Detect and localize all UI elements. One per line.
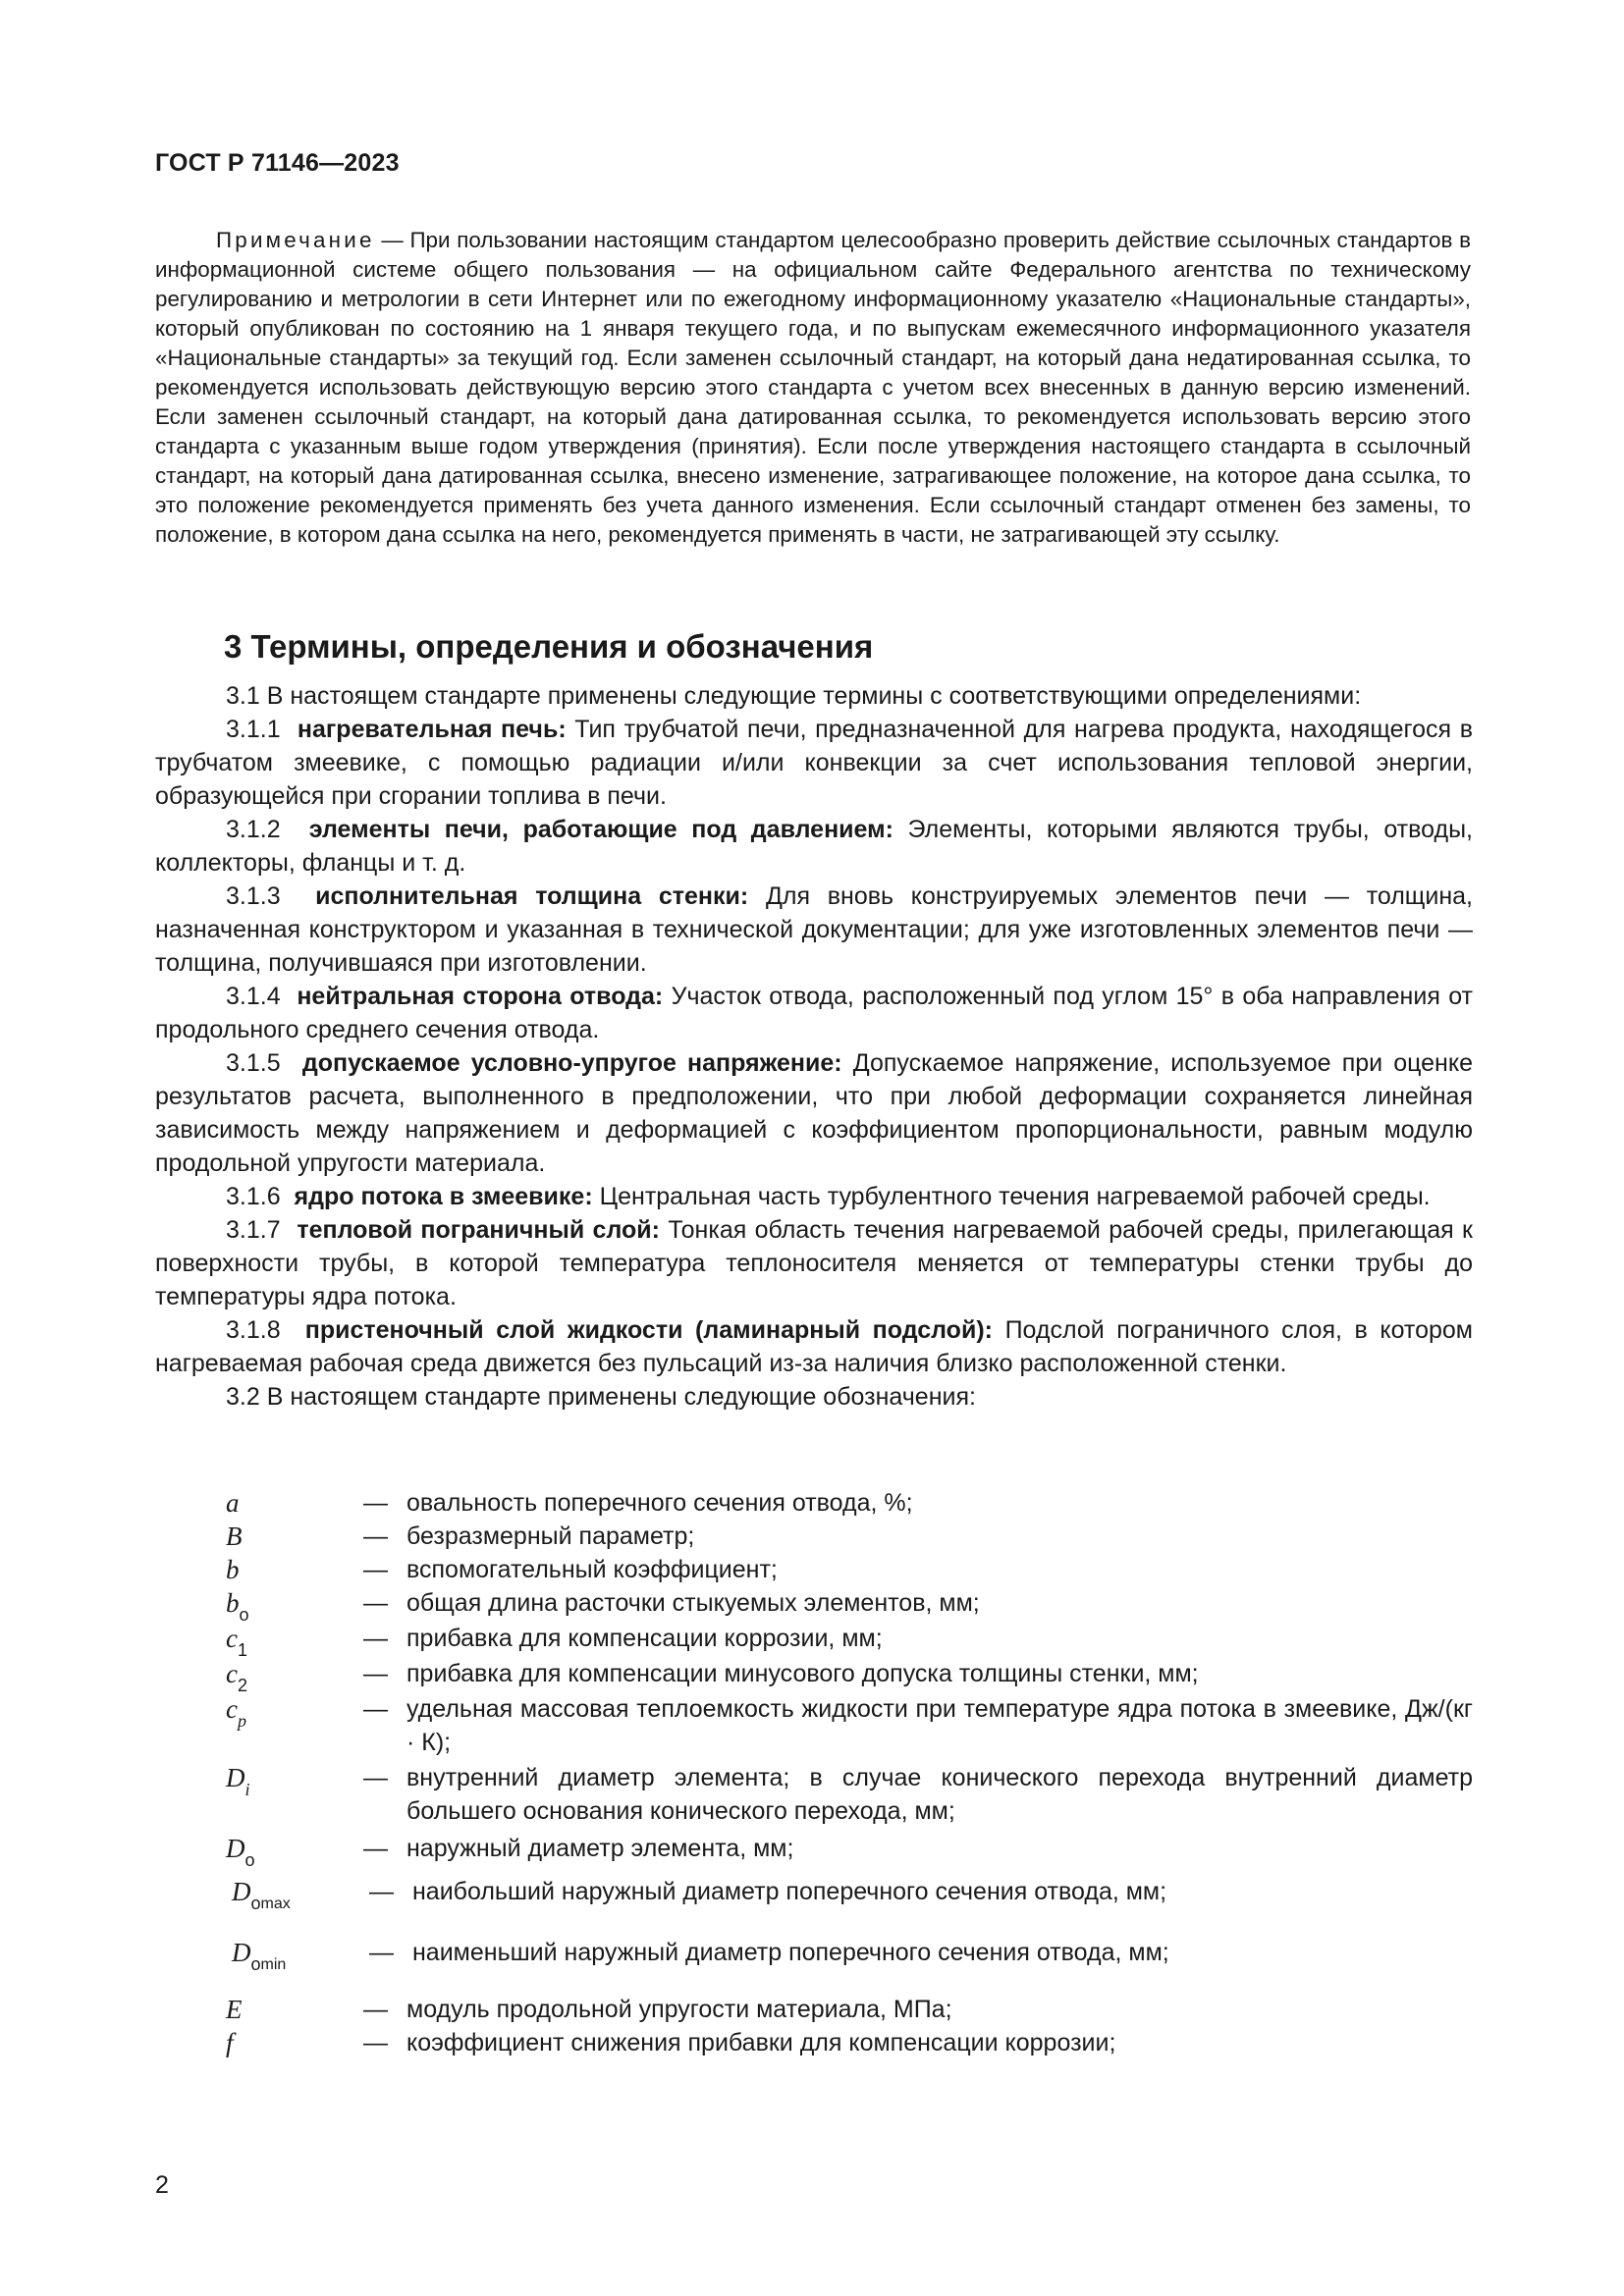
symbol-row: $c_p$ — удельная массовая теплоемкость жидкости при температуре ядра потока в змеевике, Дж/(кг · К); [226,1694,1473,1756]
term-name: ядро потока в змеевике: [294,1183,593,1210]
symbol-row: $b_о$ — общая длина расточки стыкуемых элементов, мм; [226,1588,980,1625]
terms-intro: 3.1 В настоящем стандарте применены следующие термины с соответствующими определениями: [226,682,1362,710]
symbols-list [155,1486,1473,2059]
note-text: — При пользовании настоящим стандартом целесообразно проверить действие ссылочных стандартов в информационной системе общего пользования — на официальном сайте Федерального агентства по техническому регулированию и метрологии в сети Интернет или по ежегодному информационному указателю «Национальные стандарты», который опубликован по состоянию на 1 января текущего года, и по выпускам ежемесячного информационного указателя «Национальные стандарты» за текущий год. Если заменен ссылочный стандарт, на который дана недатированная ссылка, то рекомендуется использовать действующую версию этого стандарта с учетом всех внесенных в данную версию изменений. Если заменен ссылочный стандарт, на который дана датированная ссылка, то рекомендуется использовать версию этого стандарта с указанным выше годом утверждения (принятия). Если после утверждения настоящего стандарта в ссылочный стандарт, на который дана датированная ссылка, внесено изменение, затрагивающее положение, на которое дана ссылка, то это положение рекомендуется применять без учета данного изменения. Если ссылочный стандарт отменен без замены, то положение, в котором дана ссылка на него, рекомендуется применять в части, не затрагивающей эту ссылку. [155,228,1471,547]
term-3-1-8: 3.1.8 пристеночный слой жидкости (ламинарный подслой): Подслой пограничного слоя, в котором нагреваемая рабочая среда движется без пульсаций из-за наличия близко расположенной стенки. [155,1316,1473,1377]
section-title: 3 Термины, определения и обозначения [224,628,874,665]
symbol-row: E — модуль продольной упругости материала, МПа; [226,1995,952,2024]
symbols-intro: 3.2 В настоящем стандарте применены следующие обозначения: [226,1383,976,1411]
document-header: ГОСТ Р 71146—2023 [155,149,400,177]
term-name: допускаемое условно-упругое напряжение: [301,1049,842,1077]
symbol-row: $D_{оmax}$ — наибольший наружный диаметр поперечного сечения отвода, мм; [232,1877,1167,1913]
symbol-row: a — овальность поперечного сечения отвода, %; [226,1488,913,1518]
note-block [155,226,1471,550]
term-3-1-2: 3.1.2 элементы печи, работающие под давлением: Элементы, которыми являются трубы, отводы, коллекторы, фланцы и т. д. [155,816,1473,877]
term-3-1-6: 3.1.6 ядро потока в змеевике: Центральная часть турбулентного течения нагреваемой рабочей среды. [226,1183,1431,1210]
symbol-row: $D_{оmin}$ — наименьший наружный диаметр поперечного сечения отвода, мм; [232,1938,1169,1974]
term-3-1-1: 3.1.1 нагревательная печь: Тип трубчатой печи, предназначенной для нагрева продукта, находящегося в трубчатом змеевике, с помощью радиации и/или конвекции за счет использования тепловой энергии, образующейся при сгорании топлива в печи. [155,716,1473,810]
symbol-row: $c_2$ — прибавка для компенсации минусового допуска толщины стенки, мм; [226,1659,1199,1695]
symbol-row: B — безразмерный параметр; [226,1522,695,1551]
term-name: пристеночный слой жидкости (ламинарный подслой): [304,1316,993,1344]
term-name: нагревательная печь: [297,716,567,743]
term-3-1-3: 3.1.3 исполнительная толщина стенки: Для вновь конструируемых элементов печи — толщина, назначенная конструктором и указанная в технической документации; для уже изготовленных элементов печи — толщина, получившаяся при изготовлении. [155,882,1473,977]
symbol-row: $D_i$ — внутренний диаметр элемента; в случае конического перехода внутренний диаметр большего основания конического перехода, мм; [226,1763,1473,1825]
term-name: элементы печи, работающие под давлением: [308,816,893,843]
note-paragraph [155,226,1471,550]
term-3-1-5: 3.1.5 допускаемое условно-упругое напряжение: Допускаемое напряжение, используемое при оценке результатов расчета, выполненного в предположении, что при любой деформации сохраняется линейная зависимость между напряжением и деформацией с коэффициентом пропорциональности, равным модулю продольной упругости материала. [155,1049,1473,1177]
term-name: нейтральная сторона отвода: [297,983,664,1010]
symbol-row: $c_1$ — прибавка для компенсации коррозии, мм; [226,1624,883,1660]
term-3-1-4: 3.1.4 нейтральная сторона отвода: Участок отвода, расположенный под углом 15° в оба направления от продольного среднего сечения отвода. [155,983,1474,1043]
symbol-row: b — вспомогательный коэффициент; [226,1555,778,1584]
note-label: Примечание [216,228,375,252]
term-3-1-7: 3.1.7 тепловой пограничный слой: Тонкая область течения нагреваемой рабочей среды, прилегающая к поверхности трубы, в которой температура теплоносителя меняется от температуры стенки трубы до температуры ядра потока. [155,1216,1473,1310]
terms-block [155,679,1473,1414]
page-number: 2 [155,2171,169,2199]
symbol-row: f — коэффициент снижения прибавки для компенсации коррозии; [226,2028,1116,2057]
term-name: тепловой пограничный слой: [297,1216,660,1244]
symbol-row: $D_о$ — наружный диаметр элемента, мм; [226,1834,794,1870]
term-name: исполнительная толщина стенки: [315,882,749,910]
